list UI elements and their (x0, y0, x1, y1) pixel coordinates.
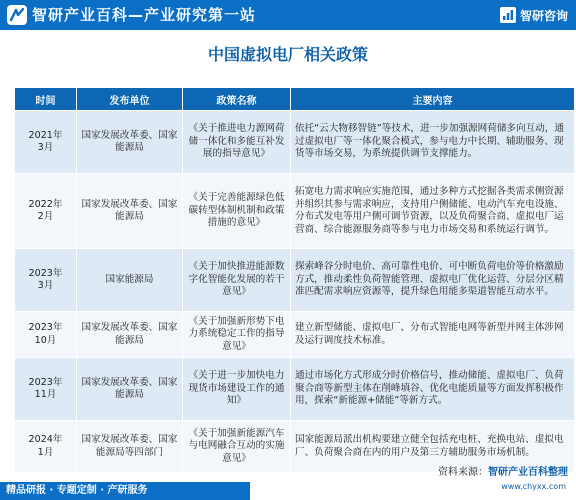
table-row (15, 249, 575, 312)
content-cell: 建立新型储能、虚拟电厂、分布式智能电网等新型并网主体涉网及运行调度技术标准。 (291, 312, 575, 358)
time-cell: 2024年 1月 (15, 421, 77, 473)
issuer-cell: 国家发展改革委、国家能源局 (77, 111, 183, 174)
time-cell: 2021年 3月 (15, 111, 77, 174)
table-row (15, 358, 575, 421)
top-banner (0, 0, 576, 30)
content-cell: 依托“云大物移智链”等技术，进一步加强源网荷储多向互动，通过虚拟电厂等一体化聚合模式，参与电力中长期、辅助服务、现货等市场交易，为系统提供调节支撑能力。 (291, 111, 575, 174)
table-header-row (15, 88, 575, 111)
issuer-cell: 国家发展改革委、国家能源局 (77, 174, 183, 249)
time-cell: 2023年 3月 (15, 249, 77, 312)
table-row (15, 111, 575, 174)
column-header-time: 时间 (15, 88, 77, 111)
zhiyan-logo-icon (6, 4, 28, 26)
table-row (15, 174, 575, 249)
policy-cell: 《关于完善能源绿色低碳转型体制机制和政策措施的意见》 (183, 174, 291, 249)
issuer-cell: 国家发展改革委、国家能源局 (77, 358, 183, 421)
time-cell: 2022年 2月 (15, 174, 77, 249)
policy-table (14, 87, 575, 473)
source-label: 资料来源： (438, 467, 488, 478)
content-cell: 探索峰谷分时电价、高可靠性电价、可中断负荷电价等价格激励方式，推动柔性负荷智能管理、虚拟电厂优化运营、分层分区精准匹配需求响应资源等，提升绿色用能多渠道智能互动水平。 (291, 249, 575, 312)
source-note (438, 466, 568, 479)
table-row (15, 312, 575, 358)
source-value: 智研产业百科整理 (488, 467, 568, 478)
column-header-policy: 政策名称 (183, 88, 291, 111)
issuer-cell: 国家发展改革委、国家能源局等四部门 (77, 421, 183, 473)
content-cell: 拓宽电力需求响应实施范围，通过多种方式挖掘各类需求侧资源并组织其参与需求响应，支持用户侧储能、电动汽车充电设施、分布式发电等用户侧可调节资源，以及负荷聚合商、虚拟电厂运营商、综合能源服务商等参与电力市场交易和系统运行调节。 (291, 174, 575, 249)
column-header-content: 主要内容 (291, 88, 575, 111)
site-title: 智研产业百科—产业研究第一站 (32, 6, 257, 24)
policy-cell: 《关于加强新能源汽车与电网融合互动的实施意见》 (183, 421, 291, 473)
policy-cell: 《关于进一步加快电力现货市场建设工作的通知》 (183, 358, 291, 421)
policy-cell: 《关于推进电力源网荷储一体化和多能互补发展的指导意见》 (183, 111, 291, 174)
time-cell: 2023年 10月 (15, 312, 77, 358)
time-cell: 2023年 11月 (15, 358, 77, 421)
content-cell: 通过市场化方式形成分时价格信号，推动储能、虚拟电厂、负荷聚合商等新型主体在削峰填谷、优化电能质量等方面发挥积极作用，探索“新能源+储能”等新方式。 (291, 358, 575, 421)
website-link[interactable]: www.chyxx.com (501, 482, 566, 491)
brand-name: 智研咨询 (519, 8, 568, 23)
brand-mark-icon (500, 7, 516, 23)
column-header-issuer: 发布单位 (77, 88, 183, 111)
page-title: 中国虚拟电厂相关政策 (207, 45, 368, 64)
table-row (15, 421, 575, 473)
policy-cell: 《关于加强新形势下电力系统稳定工作的指导意见》 (183, 312, 291, 358)
policy-cell: 《关于加快推进能源数字化智能化发展的若干意见》 (183, 249, 291, 312)
brand-logo (500, 6, 568, 24)
bottom-slogan: 精品研报 · 专题定制 · 产研服务 (0, 482, 250, 500)
content-cell: 国家能源局派出机构要建立健全包括充电桩、充换电站、虚拟电厂、负荷聚合商在内的用户及第三方辅助服务市场机制。 (291, 421, 575, 473)
issuer-cell: 国家发展改革委、国家能源局 (77, 312, 183, 358)
issuer-cell: 国家能源局 (77, 249, 183, 312)
